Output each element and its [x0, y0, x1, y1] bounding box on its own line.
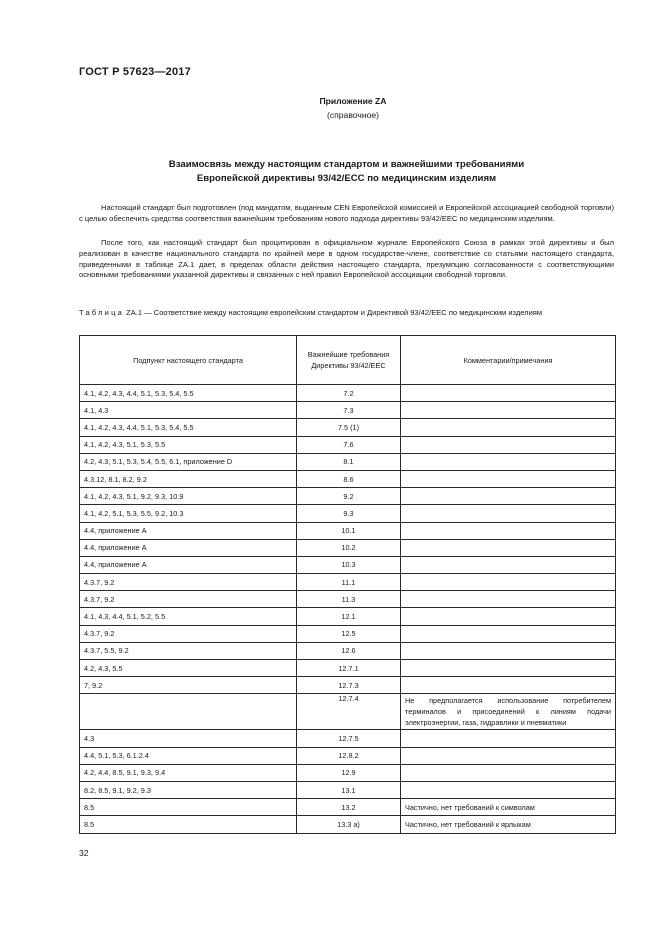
cell-comment: [401, 522, 616, 539]
table-row: [80, 799, 616, 816]
cell-requirement: 13.2: [297, 799, 401, 816]
cell-comment: [401, 539, 616, 556]
cell-clause: 8.5: [80, 799, 297, 816]
cell-clause: 4.3.7, 9.2: [80, 625, 297, 642]
cell-requirement: 13.1: [297, 781, 401, 798]
cell-requirement: 12.7.5: [297, 730, 401, 747]
table-row: [80, 747, 616, 764]
cell-comment: [401, 747, 616, 764]
column-header-comments: Комментарии/примечания: [401, 336, 616, 385]
table-row: [80, 591, 616, 608]
cell-requirement: 10.3: [297, 556, 401, 573]
cell-requirement: 9.3: [297, 505, 401, 522]
cell-requirement: 10.1: [297, 522, 401, 539]
cell-clause: 4.1, 4.3, 4.4, 5.1, 5.2, 5.5: [80, 608, 297, 625]
cell-clause: 4.3.7, 9.2: [80, 591, 297, 608]
cell-comment: [401, 488, 616, 505]
cell-clause: 7, 9.2: [80, 677, 297, 694]
cell-clause: 4.1, 4.2, 4.3, 5.1, 5.3, 5.5: [80, 436, 297, 453]
cell-clause: 4.3.7, 9.2: [80, 574, 297, 591]
cell-comment: [401, 385, 616, 402]
table-row: [80, 402, 616, 419]
annex-heading: [0, 94, 661, 122]
table-row: [80, 574, 616, 591]
cell-clause: 4.4, 5.1, 5.3, 6.1.2.4: [80, 747, 297, 764]
cell-requirement: 12.7.4: [297, 694, 401, 730]
cell-comment: [401, 608, 616, 625]
cell-requirement: 7.3: [297, 402, 401, 419]
cell-clause: 4.4, приложение А: [80, 556, 297, 573]
table-row: [80, 453, 616, 470]
table-row: [80, 677, 616, 694]
cell-comment: [401, 677, 616, 694]
table-caption: [79, 308, 614, 319]
cell-requirement: 9.2: [297, 488, 401, 505]
cell-clause: [80, 694, 297, 730]
table-row: [80, 539, 616, 556]
cell-clause: 4.2, 4.4, 8.5, 9.1, 9.3, 9.4: [80, 764, 297, 781]
cell-clause: 8.5: [80, 816, 297, 833]
cell-comment: [401, 402, 616, 419]
table-row: [80, 764, 616, 781]
table-row: [80, 642, 616, 659]
cell-comment: Не предполагается использование потребителем терминалов и присоединений к линиям подачи электроэнергии, газа, гидравлики и пневматики: [401, 694, 616, 730]
cell-comment: [401, 764, 616, 781]
cell-comment: Частично, нет требований к символам: [401, 799, 616, 816]
cell-comment: [401, 470, 616, 487]
table-caption-text: ZA.1 — Соответствие между настоящим европейским стандартом и Директивой 93/42/ЕЕС по медицинским изделиям: [124, 308, 543, 317]
cell-requirement: 7.5 (1): [297, 419, 401, 436]
cell-comment: [401, 556, 616, 573]
table-row: [80, 419, 616, 436]
table-row: [80, 730, 616, 747]
table-row: [80, 505, 616, 522]
cell-requirement: 8.1: [297, 453, 401, 470]
cell-comment: [401, 436, 616, 453]
table-row: [80, 781, 616, 798]
cell-comment: [401, 419, 616, 436]
table-row: [80, 522, 616, 539]
document-id: ГОСТ Р 57623—2017: [79, 66, 191, 78]
cell-clause: 4.4, приложение А: [80, 539, 297, 556]
section-title-line-1: Взаимосвязь между настоящим стандартом и важнейшими требованиями: [168, 159, 525, 170]
cell-requirement: 12.9: [297, 764, 401, 781]
cell-clause: 4.3.12, 8.1, 8.2, 9.2: [80, 470, 297, 487]
table-row: [80, 660, 616, 677]
table-body: [80, 385, 616, 834]
table-row: [80, 385, 616, 402]
cell-requirement: 12.1: [297, 608, 401, 625]
cell-requirement: 12.7.3: [297, 677, 401, 694]
table-caption-label: Таблица: [79, 308, 124, 317]
cell-comment: [401, 781, 616, 798]
cell-requirement: 12.6: [297, 642, 401, 659]
cell-clause: 4.1, 4.2, 4.3, 4.4, 5.1, 5.3, 5.4, 5.5: [80, 419, 297, 436]
cell-clause: 4.1, 4.2, 4.3, 5.1, 9.2, 9.3, 10.9: [80, 488, 297, 505]
table-row: [80, 816, 616, 833]
cell-comment: [401, 505, 616, 522]
cell-clause: 8.2, 8.5, 9.1, 9.2, 9.3: [80, 781, 297, 798]
column-header-clause: Подпункт настоящего стандарта: [80, 336, 297, 385]
column-header-requirements: Важнейшие требования Директивы 93/42/ЕЕС: [297, 336, 401, 385]
paragraph-1: Настоящий стандарт был подготовлен (под мандатом, выданным CEN Европейской комиссией и Европейской ассоциацией свободной торговли) с целью обеспечить средства соответствия важнейшим требованиям нового подхода директивы 93/42/EEC по медицинским изделиям.: [79, 203, 614, 223]
cell-clause: 4.1, 4.2, 5.1, 5.3, 5.5, 9.2, 10.3: [80, 505, 297, 522]
table-row: [80, 488, 616, 505]
cell-requirement: 7.2: [297, 385, 401, 402]
cell-clause: 4.1, 4.2, 4.3, 4.4, 5.1, 5.3, 5.4, 5.5: [80, 385, 297, 402]
cell-comment: [401, 660, 616, 677]
table-row: [80, 556, 616, 573]
cell-comment: [401, 625, 616, 642]
table-header-row: [80, 336, 616, 385]
cell-requirement: 11.1: [297, 574, 401, 591]
cell-comment: [401, 642, 616, 659]
table-row: [80, 436, 616, 453]
cell-requirement: 12.7.1: [297, 660, 401, 677]
cell-comment: Частично, нет требований к ярлыкам: [401, 816, 616, 833]
cell-requirement: 11.3: [297, 591, 401, 608]
page-number: 32: [79, 848, 89, 858]
cell-requirement: 8.6: [297, 470, 401, 487]
table-row: [80, 694, 616, 730]
cell-requirement: 13.3 а): [297, 816, 401, 833]
cell-requirement: 7.6: [297, 436, 401, 453]
cell-clause: 4.2, 4.3, 5.1, 5.3, 5.4, 5.5, 6.1, приложение D: [80, 453, 297, 470]
cell-clause: 4.2, 4.3, 5.5: [80, 660, 297, 677]
cell-clause: 4.3.7, 5.5, 9.2: [80, 642, 297, 659]
cell-requirement: 12.5: [297, 625, 401, 642]
correspondence-table: [79, 335, 616, 834]
cell-comment: [401, 730, 616, 747]
cell-comment: [401, 591, 616, 608]
cell-requirement: 10.2: [297, 539, 401, 556]
table-row: [80, 470, 616, 487]
table-row: [80, 625, 616, 642]
cell-comment: [401, 574, 616, 591]
paragraph-2: После того, как настоящий стандарт был процитирован в официальном журнале Европейского Союза в рамках этой директивы и был реализован в качестве национального стандарта по крайней мере в одном государстве-члене, соответствие со статьями настоящего стандарта, приведенными в таблице ZA.1 дает, в пределах области действия настоящего стандарта, презумпцию согласованности с соответствующими основными требованиями указанной директивы и связанных с ней правил Европейской ассоциации свободной торговли.: [79, 238, 614, 280]
table-row: [80, 608, 616, 625]
cell-clause: 4.3: [80, 730, 297, 747]
cell-requirement: 12.8.2: [297, 747, 401, 764]
annex-subtitle: (справочное): [326, 110, 380, 120]
cell-clause: 4.1, 4.3: [80, 402, 297, 419]
cell-comment: [401, 453, 616, 470]
annex-title: Приложение ZA: [319, 96, 387, 106]
cell-clause: 4.4, приложение А: [80, 522, 297, 539]
section-title-line-2: Европейской директивы 93/42/ЕСС по медицинским изделиям: [196, 173, 497, 184]
section-title: [79, 158, 614, 186]
